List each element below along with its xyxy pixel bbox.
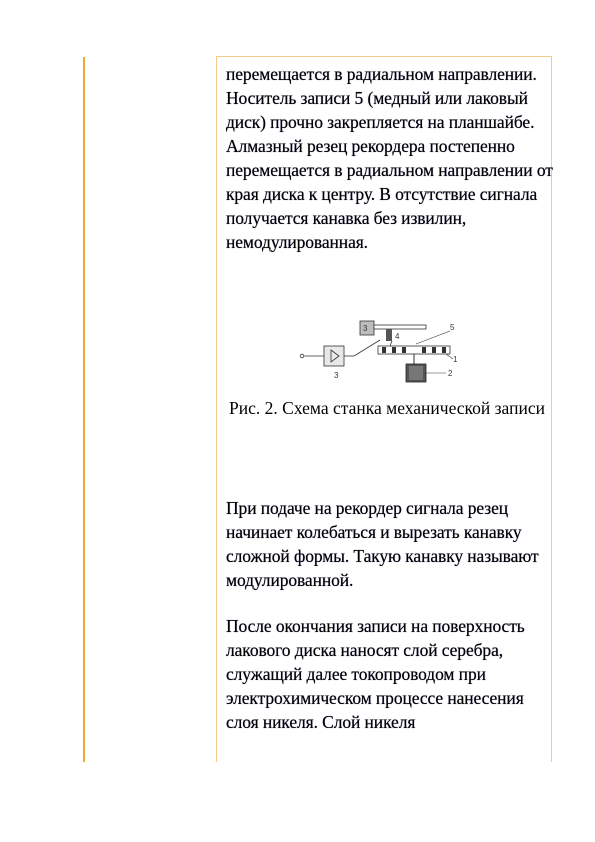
- label-5: 5: [450, 323, 455, 332]
- label-1: 1: [453, 355, 458, 364]
- input-terminal: [300, 354, 304, 358]
- figure-caption: Рис. 2. Схема станка механической записи: [229, 398, 545, 418]
- left-accent-rule: [83, 57, 85, 762]
- label-amplifier: 3: [334, 371, 339, 380]
- paragraph-1: [226, 62, 556, 254]
- paragraph-2-text: При подаче на рекордер сигнала резец начинает колебаться и вырезать канавку сложной формы. Такую канавку называют модулированной.: [226, 498, 539, 590]
- recorder-scheme-figure: [296, 318, 466, 388]
- paragraph-2: [226, 496, 556, 592]
- paragraph-3: [226, 614, 556, 734]
- amplifier-block: [324, 346, 344, 366]
- guide-rod: [374, 325, 426, 329]
- platter: [378, 346, 450, 354]
- label-3: 3: [363, 324, 368, 333]
- label-4: 4: [395, 332, 400, 341]
- paragraph-1-text: перемещается в радиальном направлении. Носитель записи 5 (медный или лаковый диск) прочно закрепляется на планшайбе. Алмазный резец рекордера постепенно перемещается в радиальном направлении от края диска к центру. В отсутствие сигнала получается канавка без извилин, немодулированная.: [226, 64, 553, 252]
- recorder-head: [386, 329, 392, 341]
- paragraph-3-text: После окончания записи на поверхность лакового диска наносят слой серебра, служащий далее токопроводом при электрохимическом процессе нанесения слоя никеля. Слой никеля: [226, 616, 525, 732]
- label-2: 2: [448, 369, 453, 378]
